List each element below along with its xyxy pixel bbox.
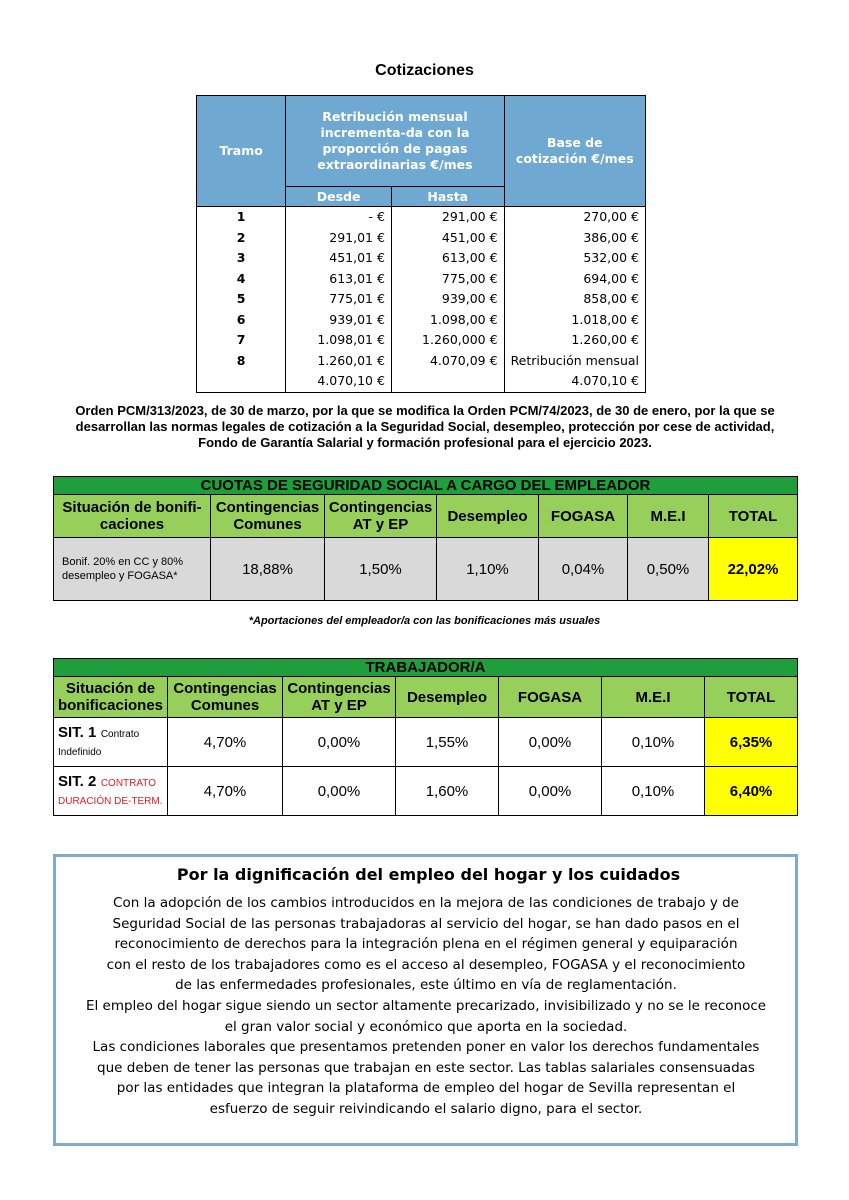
table-row: 3 451,01 € 613,00 € 532,00 € [197,248,646,269]
header-mei: M.E.I [628,495,709,538]
header-fogasa: FOGASA [539,495,628,538]
value-cell: 1,10% [437,538,539,601]
total-cell: 6,40% [705,767,798,816]
table-row [54,718,798,767]
header-fogasa: FOGASA [499,677,602,718]
cotizaciones-table [196,95,646,393]
table-row [54,767,798,816]
header-hasta: Hasta [391,187,504,207]
box-line: Con la adopción de los cambios introducidos en la mejora de las condiciones de trabajo y de [113,895,739,911]
situacion-cell: SIT. 1 Contrato Indefinido [54,718,168,767]
page-title: Cotizaciones [375,62,474,79]
value-cell: 0,04% [539,538,628,601]
value-cell: 18,88% [211,538,325,601]
orden-text: Orden PCM/313/2023, de 30 de marzo, por la que se modifica la Orden PCM/74/2023, de 30 de enero, por la que se desarrollan las normas legales de cotización a la Seguridad Social, desempleo, protección por cese de actividad, Fondo de Garantía Salarial y formación profesional para el ejercicio 2023. [75,403,775,450]
table-row: 5 775,01 € 939,00 € 858,00 € [197,289,646,310]
table-row: 2 291,01 € 451,00 € 386,00 € [197,228,646,249]
value-cell: 4,70% [168,767,283,816]
dignificacion-box [53,854,798,1146]
situacion-cell: SIT. 2 CONTRATO DURACIÓN DE-TERM. [54,767,168,816]
trabajador-band: TRABAJADOR/A [54,659,798,677]
header-total: TOTAL [705,677,798,718]
box-line: de las enfermedades profesionales, este último en vía de reglamentación. [175,977,677,994]
header-mei: M.E.I [602,677,705,718]
value-cell: 4,70% [168,718,283,767]
box-title: Por la dignificación del empleo del hogar y los cuidados [176,865,681,884]
value-cell: 0,00% [499,718,602,767]
box-line: con el resto de los trabajadores como es el acceso al desempleo, FOGASA y el reconocimiento [106,956,746,973]
empleador-table [53,476,798,601]
value-cell: 0,00% [499,767,602,816]
header-situacion: Situación de bonifi-caciones [54,495,211,538]
total-cell: 6,35% [705,718,798,767]
value-cell: 0,10% [602,767,705,816]
header-contingencias-comunes: Contingencias Comunes [211,495,325,538]
value-cell: 0,00% [283,767,396,816]
value-cell: 1,50% [325,538,437,601]
box-line: por las entidades que integran la plataforma de empleo del hogar de Sevilla representan el [116,1080,736,1097]
total-cell: 22,02% [709,538,798,601]
box-line: Seguridad Social de las personas trabajadoras al servicio del hogar, se han dado pasos en el [112,915,740,932]
box-line: El empleo del hogar sigue siendo un sector altamente precarizado, invisibilizado y no se le reconoce [85,997,767,1014]
header-desde: Desde [286,187,392,207]
header-retribucion: Retribución mensual incrementa-da con la proporción de pagas extraordinarias €/mes [286,96,504,187]
box-line: el gran valor social y económico que aporta en la sociedad. [224,1018,628,1035]
box-body [76,893,776,1120]
header-contingencias-at-ep: Contingencias AT y EP [325,495,437,538]
table-row [54,538,798,601]
header-contingencias-at-ep: Contingencias AT y EP [283,677,396,718]
header-situacion: Situación de bonificaciones [54,677,168,718]
table-row: 8 1.260,01 € 4.070,09 € Retribución mensual [197,351,646,372]
box-line: reconocimiento de derechos para la integración plena en el régimen general y equiparación [114,936,738,953]
header-desempleo: Desempleo [396,677,499,718]
table-row: 1 - € 291,00 € 270,00 € [197,207,646,228]
header-tramo: Tramo [197,96,286,207]
header-base: Base de cotización €/mes [504,96,645,207]
header-contingencias-comunes: Contingencias Comunes [168,677,283,718]
header-desempleo: Desempleo [437,495,539,538]
table-row: 4 613,01 € 775,00 € 694,00 € [197,269,646,290]
situacion-cell: Bonif. 20% en CC y 80% desempleo y FOGASA* [54,538,211,601]
box-line: esfuerzo de seguir reivindicando el salario digno, para el sector. [209,1100,643,1117]
value-cell: 0,50% [628,538,709,601]
header-total: TOTAL [709,495,798,538]
trabajador-table [53,658,798,816]
value-cell: 0,10% [602,718,705,767]
value-cell: 1,55% [396,718,499,767]
table-row: 6 939,01 € 1.098,00 € 1.018,00 € [197,310,646,331]
table-row: 4.070,10 € 4.070,10 € [197,371,646,392]
box-line: Las condiciones laborales que presentamos pretenden poner en valor los derechos fundamentales [92,1039,760,1056]
table-row: 7 1.098,01 € 1.260,000 € 1.260,00 € [197,330,646,351]
value-cell: 0,00% [283,718,396,767]
empleador-band: CUOTAS DE SEGURIDAD SOCIAL A CARGO DEL EMPLEADOR [54,477,798,495]
note-text: *Aportaciones del empleador/a con las bonificaciones más usuales [248,615,601,627]
value-cell: 1,60% [396,767,499,816]
box-line: que deben de tener las personas que trabajan en este sector. Las tablas salariales consensuadas [97,1059,755,1076]
